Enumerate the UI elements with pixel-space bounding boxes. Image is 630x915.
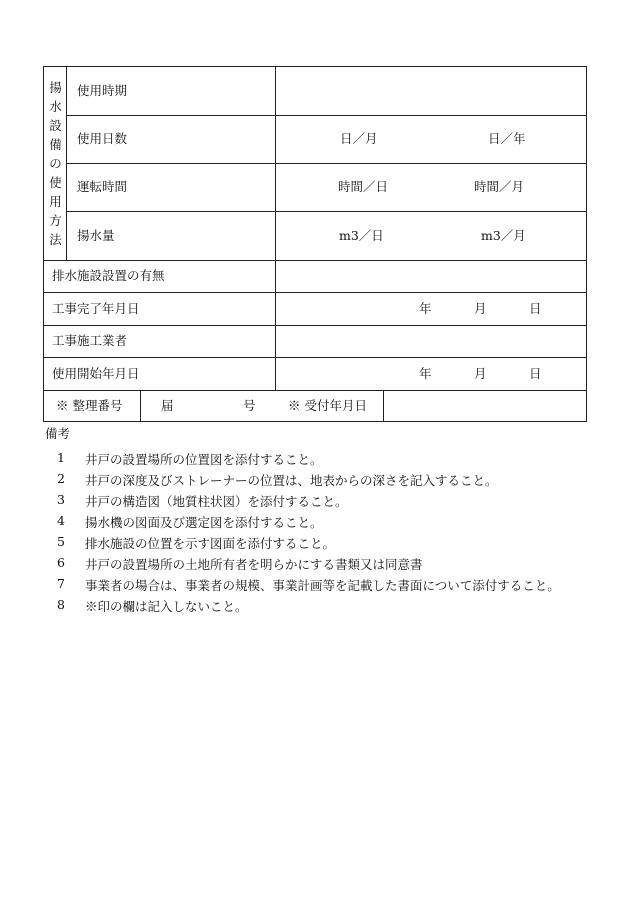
contractor-field[interactable]	[276, 326, 586, 356]
vertical-char: 使	[49, 175, 62, 190]
usage-period-label: 使用時期	[77, 83, 128, 98]
completion-year: 年	[419, 301, 432, 316]
note-number: 3	[57, 492, 65, 507]
vertical-char: 水	[49, 99, 62, 114]
note-number: 6	[57, 555, 65, 570]
pumping-equipment-usage-label	[44, 67, 67, 260]
start-date-label: 使用開始年月日	[52, 366, 140, 381]
note-number: 8	[57, 597, 65, 612]
note-text: 井戸の構造図（地質柱状図）を添付すること。	[85, 494, 348, 509]
note-number: 7	[57, 576, 65, 591]
filing-label: 届	[161, 398, 174, 413]
vertical-char: 法	[49, 232, 62, 247]
pumping-volume-label: 揚水量	[77, 228, 115, 243]
note-number: 2	[57, 471, 65, 486]
note-text: 井戸の設置場所の位置図を添付すること。	[85, 452, 323, 467]
drainage-facility-label: 排水施設設置の有無	[52, 268, 165, 283]
well-usage-form-table	[43, 66, 587, 422]
grid-line	[140, 390, 141, 422]
received-date-label: ※ 受付年月日	[288, 398, 367, 413]
received-date-field[interactable]	[384, 391, 586, 421]
note-text: 事業者の場合は、事業者の規模、事業計画等を記載した書面について添付すること。	[85, 578, 560, 593]
vertical-char: 用	[49, 194, 62, 209]
start-month: 月	[474, 366, 487, 381]
usage-days-label: 使用日数	[77, 131, 128, 146]
drainage-facility-field[interactable]	[276, 261, 586, 291]
note-number: 5	[57, 534, 65, 549]
note-number: 1	[57, 450, 65, 465]
note-text: 井戸の設置場所の土地所有者を明らかにする書類又は同意書	[85, 557, 423, 572]
days-per-year-unit: 日／年	[488, 131, 526, 146]
vertical-char: の	[49, 156, 62, 171]
notes-heading: 備考	[45, 426, 71, 441]
note-text: 排水施設の位置を示す図面を添付すること。	[85, 536, 336, 551]
grid-line	[66, 163, 587, 164]
completion-date-label: 工事完了年月日	[52, 301, 140, 316]
note-text: 揚水機の図面及び選定図を添付すること。	[85, 515, 323, 530]
usage-period-field[interactable]	[276, 68, 586, 114]
hours-per-day-unit: 時間／日	[338, 179, 389, 194]
vertical-char: 方	[49, 213, 62, 228]
start-day: 日	[529, 366, 542, 381]
vertical-char: 備	[49, 137, 62, 152]
grid-line	[66, 115, 587, 116]
note-number: 4	[57, 513, 65, 528]
note-text: ※印の欄は記入しないこと。	[85, 599, 248, 614]
grid-line	[44, 357, 587, 358]
m3-per-day-unit: m3／日	[339, 228, 384, 243]
reference-number-label: ※ 整理番号	[56, 398, 123, 413]
grid-line	[44, 292, 587, 293]
days-per-month-unit: 日／月	[340, 131, 378, 146]
grid-line	[66, 211, 587, 212]
contractor-label: 工事施工業者	[52, 333, 128, 348]
hours-per-month-unit: 時間／月	[474, 179, 525, 194]
m3-per-month-unit: m3／月	[481, 228, 526, 243]
number-label: 号	[243, 398, 256, 413]
vertical-char: 設	[49, 118, 62, 133]
completion-month: 月	[474, 301, 487, 316]
start-year: 年	[419, 366, 432, 381]
note-text: 井戸の深度及びストレーナーの位置は、地表からの深さを記入すること。	[85, 473, 498, 488]
vertical-char: 揚	[49, 80, 62, 95]
operating-hours-label: 運転時間	[77, 179, 128, 194]
completion-day: 日	[529, 301, 542, 316]
